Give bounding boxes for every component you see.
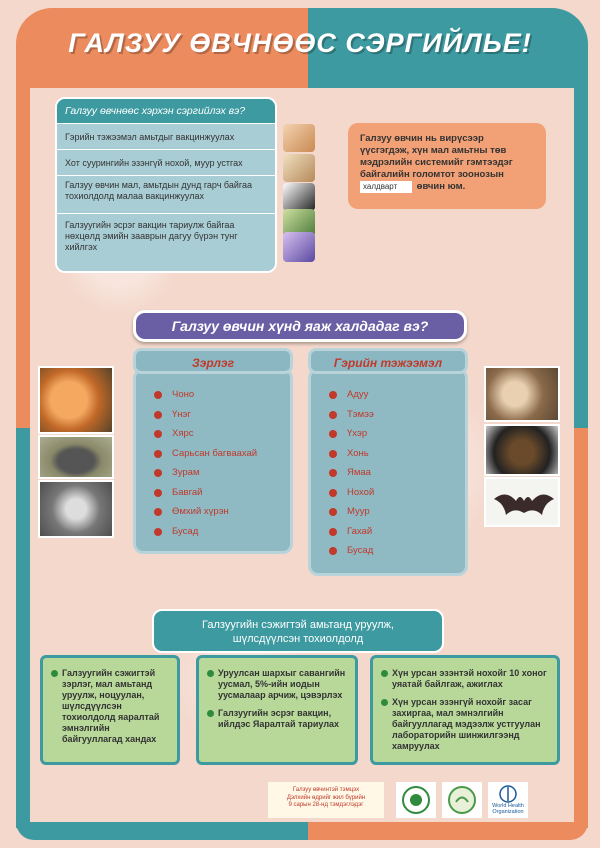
badger-photo [38, 435, 114, 479]
rabies-definition-box [348, 123, 546, 209]
definition-blank: халдварт [360, 181, 412, 193]
domestic-animal-item: Муур [329, 502, 465, 522]
vaccination-illustration-icon [283, 124, 315, 152]
note-line: Галзуу өвчинтэй тэмцэх [292, 787, 360, 793]
bat-photo [484, 477, 560, 527]
advice-item: Хүн урсан эзэнгүй нохойг засаг захиргаа, мал эмнэлгийн байгууллагад мэдээлж устгуулан лабораторийн шинжилгээнд хамруулах [381, 697, 549, 752]
transmission-banner: Галзуу өвчин хүнд яаж халдадаг вэ? [133, 310, 467, 342]
wild-animal-item: Бусад [154, 522, 290, 542]
domestic-animal-item: Тэмээ [329, 405, 465, 425]
frame-left-teal [16, 428, 30, 828]
domestic-animal-item: Бусад [329, 541, 465, 561]
advice-box-observe-dog [370, 655, 560, 765]
domestic-animal-item: Гахай [329, 522, 465, 542]
bite-heading-line: шүлсдүүлсэн тохиолдолд [232, 633, 364, 645]
prevention-item: Хот суурингийн эзэнгүй нохой, муур устгах [57, 149, 275, 175]
dog-photo [484, 424, 560, 476]
who-logo [488, 782, 528, 818]
frame-bottom-orange [308, 822, 588, 840]
advice-item: Хүн урсан эзэнтэй нохойг 10 хоног уяатай байлгаж, ажиглах [381, 668, 549, 690]
wild-animals-column [133, 368, 293, 554]
domestic-animals-column [308, 368, 468, 576]
wild-animal-item: Өмхий хүрэн [154, 502, 290, 522]
world-rabies-day-note [268, 782, 384, 818]
poster-title: ГАЛЗУУ ӨВЧНӨӨС СЭРГИЙЛЬЕ! [68, 28, 532, 58]
wild-animal-item: Чоно [154, 385, 290, 405]
wild-animal-item: Бавгай [154, 483, 290, 503]
domestic-animal-item: Хонь [329, 444, 465, 464]
frame-right-orange [574, 428, 588, 828]
bite-heading-line: Галзуугийн сэжигтэй амьтанд уруулж, [202, 619, 394, 631]
prevention-heading: Галзуу өвчнөөс хэрхэн сэргийлэх вэ? [57, 99, 275, 123]
note-line: Дэлхийн өдрийг жил бүрийн [286, 794, 366, 801]
advice-box-seek-care [40, 655, 180, 765]
who-logo-text: World Health Organization [492, 803, 524, 815]
prevention-panel [55, 97, 277, 273]
wild-animal-item: Хярс [154, 424, 290, 444]
livestock-photo [484, 366, 560, 422]
advice-item: Галзуугийн сэжигтэй зэрлэг, мал амьтанд уруулж, ноцуулан, шүлсдүүлсэн тохиолдолд яаралтай эмнэлгийн байгууллагад хандах [51, 668, 169, 745]
frame-right-teal [574, 88, 588, 428]
advice-box-wound-care [196, 655, 358, 765]
domestic-animal-item: Нохой [329, 483, 465, 503]
doctor-illustration-icon [283, 232, 315, 262]
bite-section-heading [152, 609, 444, 653]
note-line: 9 сарын 28-нд тэмдэглэдэг [288, 802, 364, 808]
wild-animal-item: Үнэг [154, 405, 290, 425]
domestic-animals-heading: Гэрийн тэжээмэл [308, 348, 468, 374]
world-rabies-day-logo [396, 782, 436, 818]
frame-bottom-teal [16, 822, 308, 840]
livestock-vaccine-illustration-icon [283, 183, 315, 211]
wild-animals-heading: Зэрлэг [133, 348, 293, 374]
ministry-logo [442, 782, 482, 818]
advice-item: Галзуугийн эсрэг вакцин, ийлдэс Яаралтай тариулах [207, 708, 347, 730]
fox-photo [38, 366, 114, 434]
advice-item: Уруулсан шархыг савангийн уусмал, 5%-ийн иодын уусмалаар арчиж, цэвэрлэх [207, 668, 347, 701]
definition-tail: өвчин юм. [416, 181, 466, 192]
prevention-item: Галзуу өвчин мал, амьтдын дунд гарч байгаа тохиолдолд малаа вакцинжуулах [57, 175, 275, 213]
prevention-item: Гэрийн тэжээмэл амьтдыг вакцинжуулах [57, 123, 275, 149]
domestic-animal-item: Үхэр [329, 424, 465, 444]
domestic-animal-item: Ямаа [329, 463, 465, 483]
wild-animal-item: Зурам [154, 463, 290, 483]
prevention-item: Галзуугийн эсрэг вакцин тариулж байгаа нөхцөлд эмийн зааврын дагуу бүрэн тунг хийлгэх [57, 213, 275, 273]
domestic-animal-item: Адуу [329, 385, 465, 405]
definition-text: Галзуу өвчин нь вирүсээр үүсгэгдэж, хүн мал амьтны төв мэдрэлийн системийг гэмтээдэг байгалийн голомтот зоонозын [360, 133, 513, 180]
wolf-photo [38, 480, 114, 538]
stray-dog-illustration-icon [283, 154, 315, 182]
wild-animal-item: Сарьсан багваахай [154, 444, 290, 464]
frame-left-orange [16, 88, 30, 428]
